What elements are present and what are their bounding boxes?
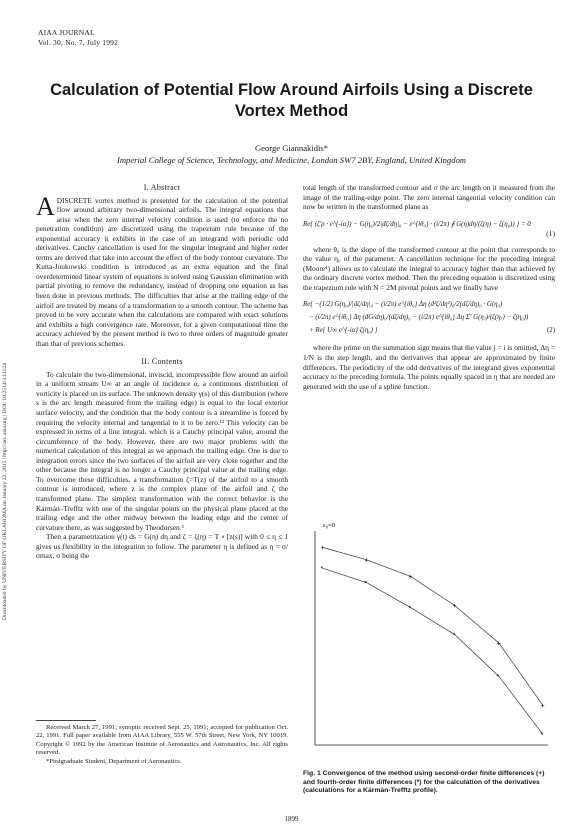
- footnotes: [36, 720, 288, 766]
- series-1-point-1: *: [364, 580, 368, 588]
- equation-2: [303, 298, 555, 337]
- affiliation: Imperial College of Science, Technology, and Medicine, London SW7 2BY, England, United Kingdom: [116, 155, 467, 165]
- journal-header: [38, 28, 118, 48]
- series-0-point-0: +: [320, 544, 325, 552]
- left-column: [36, 183, 288, 561]
- series-line-0: [320, 544, 543, 705]
- figure-caption: Fig. 1 Convergence of the method using second-order finite differences (+) and fourth-order finite differences (*) for the calculation of the derivatives (calculations for a Kármán-Trefftz profile).: [303, 770, 545, 795]
- series-0-point-3: +: [452, 603, 457, 611]
- abstract-dropcap: A: [36, 191, 55, 221]
- right-paragraph-1: total length of the transformed contour and σ the arc length on it measured from the image of the trailing-edge point. The zero internal tangential velocity condition can now be written in the transformed plane as: [303, 183, 555, 212]
- page-number: 1899: [284, 815, 299, 823]
- series-1-point-2: *: [408, 605, 412, 613]
- equation-1: [303, 220, 555, 230]
- series-1-point-5: *: [540, 732, 544, 740]
- convergence-plot: [303, 515, 555, 755]
- equation-1-number: (1): [546, 229, 555, 239]
- equation-2-number: (2): [546, 327, 555, 335]
- footnote-rule: [36, 720, 96, 721]
- paper-title: [0, 80, 583, 122]
- contents-heading: II. Contents: [141, 357, 183, 367]
- journal-name: AIAA JOURNAL: [38, 28, 95, 37]
- download-stamp: Downloaded by UNIVERSITY OF OKLAHOMA on January 22, 2015 | http://arc.aiaa.org | DOI: 10.2514/3.11124: [2, 363, 8, 620]
- equation-1-body: Re{ (ζ'ρ · e^{-iα}) − G(η₀)/2|dζ/dη|₀ − e^{iθ₀} · (i/2π) ∮ G(η)dη/(ζ(η) − ζ(η₀)) } = 0: [303, 220, 531, 228]
- series-1-point-3: *: [452, 632, 456, 640]
- series-1-point-4: *: [496, 673, 500, 681]
- series-0-point-1: +: [364, 557, 369, 565]
- right-column: [303, 183, 555, 391]
- series-1-point-0: *: [320, 565, 324, 573]
- equation-2-line-1: Re{ −(1/2) G(η₀)/|dζ/dη|₀ − (i/2π) e^{iθ₀} Δη (d²ζ/dη²)₀/2(dζ/dη)₀ · G(η₀): [303, 301, 503, 309]
- equation-2-line-3: + Re{ U∞ e^{-iα} ζ(η₀) }: [309, 327, 378, 335]
- journal-issue: Vol. 30, No. 7, July 1992: [38, 38, 119, 47]
- title-line-1: Calculation of Potential Flow Around Airfoils Using a Discrete: [50, 81, 533, 99]
- abstract-body: [36, 191, 288, 349]
- figure-top-label: ε₀=0: [323, 522, 335, 529]
- series-line-1: [320, 565, 543, 734]
- footnote-author: *Postgraduate Student, Department of Aeronautics.: [46, 757, 182, 765]
- abstract-text: DISCRETE vortex method is presented for the calculation of the potential flow around arbitrary two-dimensional airfoils. The integral equations that arise when the zero internal velocity condition is used (to enforce the no penetration condition) are discretized using the trapezium rule because of the exponential accuracy it exhibits in the case of an integrand with periodic odd derivatives. Cauchy cancellation is used for the singular integrand and higher order terms are derived that take into account the effect of the body contour curvature. The Kutta-Joukowski condition is introduced as an extra equation and the final overdetermined linear system of equations is solved using Gaussian elimination with partial pivoting to remove the redundancy, instead of dropping one equation as has been done in previous methods. The difficulties that arise at the trailing edge of the airfoil are treated by means of a transformation to a smooth contour. The scheme has proved to be very accurate when the calculations are compared with exact solutions and exhibits a high convergence rate. Moreover, for a given computational time the accuracy achieved by the present method is two to three orders of magnitude greater than that of previous schemes.: [36, 195, 288, 348]
- right-paragraph-2: where θ₀ is the slope of the transformed contour at the point that corresponds to the value η₀ of the parameter. A cancellation technique for the preceding integral (Moore⁴) allows us to calculate the integral to accuracy higher than that achieved by the ordinary discrete vortex method. Then the preceding equation is discretized using the trapezium rule with N = 2M pivotal points and we finally have: [303, 244, 555, 292]
- figure-1: [303, 515, 555, 755]
- series-0-point-2: +: [408, 574, 413, 582]
- equation-2-line-2: − (i/2π) e^{iθ₀} Δη (dG/dη)₀/(dζ/dη)₀ − (i/2π) e^{iθ₀} Δη Σ′ G(ηⱼ)/(ζ(ηⱼ) − ζ(η₀)): [309, 314, 529, 322]
- footnote-received: Received March 27, 1991; synoptic received Sept. 25, 1991; accepted for publication Oct. 22, 1991. Full paper available from AIAA Library, 555 W. 57th Street, New York, NY 10019. Copyright © 1992 by the American Institute of Aeronautics and Astronautics, Inc. All rights reserved.: [36, 724, 288, 757]
- title-line-2: Vortex Method: [234, 102, 349, 120]
- series-0-point-5: +: [540, 703, 545, 711]
- contents-paragraph-2: Then a parametrization γ(t) ds = G(η) dη and ζ = ζ(η) = T ∘ [z(s)] with 0 ≤ η ≤ 1 gives us flexibility in the integration to follow. The parameter η is defined as η = σ/σmax, σ being the: [36, 532, 288, 561]
- plot-marks: [321, 545, 545, 739]
- right-paragraph-3: where the prime on the summation sign means that the value j = i is omitted, Δη = 1/N is the step length, and the derivatives that appear are approximated by finite differences. The periodicity of the odd derivatives of the integrand gives exponential accuracy to the preceding formula. The points equally spaced in η that are needed are generated with the use of a spline function.: [303, 343, 555, 391]
- contents-paragraph-1: To calculate the two-dimensional, inviscid, incompressible flow around an airfoil in a uniform stream U∞ at an angle of incidence α, a continuous distribution of vorticity is placed on its surface. The unknown density γ(s) of this distribution (where s is the arc length measured from the trailing edge) is equal to the local exterior surface velocity, and the condition that the body contour is a streamline is forced by requiring the velocity internal and tangential to it to be zero.¹² This velocity can be expressed in terms of a line integral, which is a Cauchy principal value, around the circumference of the body. However, there are two major problems with the numerical calculation of this integral as we approach the trailing edge. One is due to integration errors since the two surfaces of the airfoil are very close together and the other because the integral is no longer a Cauchy principal value at the trailing edge. To overcome these difficulties, a transformation ζ=T(z) of the airfoil to a smooth contour is introduced, where z is the complex plane of the airfoil and ζ the transformed plane. The simplest transformation with the correct behavior is the Kármán–Trefftz with one of the singular points on the physical plane placed at the trailing edge and the other midway between the leading edge and the center of curvature there, as was suggested by Theodorsen.³: [36, 369, 288, 532]
- abstract-heading: I. Abstract: [143, 183, 181, 192]
- author: George Giannakidis*: [254, 143, 329, 153]
- series-0-point-4: +: [496, 640, 501, 648]
